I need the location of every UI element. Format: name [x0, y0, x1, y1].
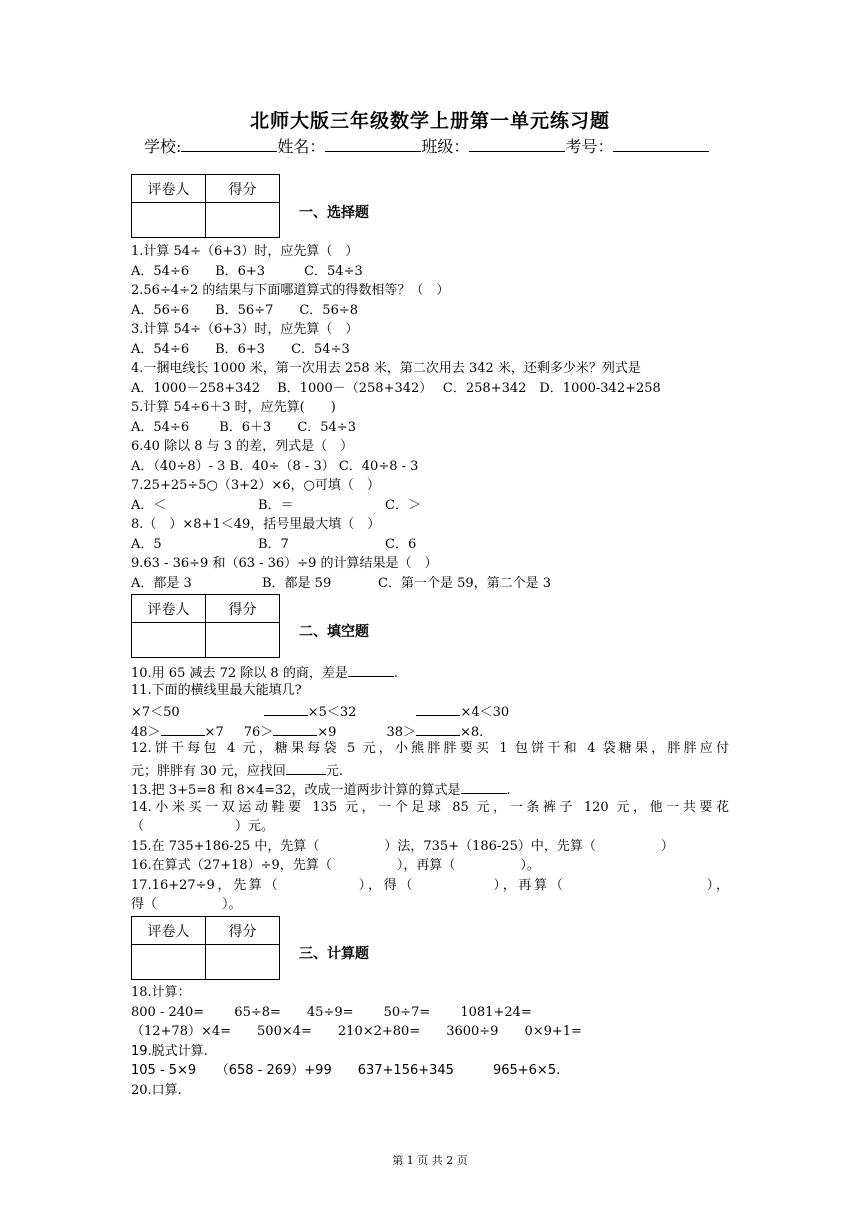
question-20: 20.口算. — [131, 1083, 182, 1098]
question-19-row: 105 - 5×9 （658 - 269）+99 637+156+345 965+6×5. — [131, 1063, 561, 1078]
score-cell[interactable] — [206, 945, 280, 980]
question-4-options: A．1000－258+342 B．1000－（258+342） C．258+342 D．1000-342+258 — [131, 381, 661, 396]
number-blank[interactable] — [613, 137, 709, 152]
section-title-choice: 一、选择题 — [299, 205, 369, 221]
question-9-option-c: C．第一个是 59，第二个是 3 — [378, 576, 552, 591]
question-9-option-b: B．都是 59 — [262, 576, 332, 591]
question-3-options: A．54÷6 B．6+3 C．54÷3 — [131, 342, 350, 357]
question-7-option-c: C．＞ — [385, 498, 421, 513]
question-10: 10.用 65 减去 72 除以 8 的商，差是 . — [131, 666, 398, 681]
reviewer-cell[interactable] — [132, 623, 206, 658]
page-title: 北师大版三年级数学上册第一单元练习题 — [249, 110, 610, 132]
answer-blank[interactable] — [273, 723, 317, 736]
question-17-cont: 得（ ）。 — [131, 897, 242, 912]
question-5-options: A．54÷6 B．6＋3 C．54÷3 — [131, 420, 356, 435]
score-header: 得分 — [206, 917, 280, 945]
number-label: 考号： — [565, 137, 614, 156]
question-7-option-b: B．＝ — [258, 498, 294, 513]
name-label: 姓名： — [277, 137, 326, 156]
question-3: 3.计算 54÷（6+3）时，应先算（ ） — [131, 322, 359, 337]
question-14-cont: （ ）元。 — [131, 819, 275, 834]
answer-blank[interactable] — [461, 781, 507, 794]
answer-blank[interactable] — [416, 703, 460, 716]
question-8-option-b: B．7 — [258, 537, 289, 552]
reviewer-cell[interactable] — [132, 203, 206, 238]
question-18: 18.计算： — [131, 985, 191, 1000]
section-title-calc: 三、计算题 — [299, 946, 369, 962]
school-label: 学校: — [144, 137, 182, 156]
class-blank[interactable] — [469, 137, 565, 152]
student-info-line — [144, 134, 709, 157]
question-18-row-1: 800 - 240= 65÷8= 45÷9= 50÷7= 1081+24= — [131, 1005, 532, 1020]
question-1-options: A．54÷6 B．6+3 C．54÷3 — [131, 264, 363, 279]
question-1: 1.计算 54÷（6+3）时，应先算（ ） — [131, 244, 359, 259]
question-2-options: A．56÷6 B．56÷7 C．56÷8 — [131, 303, 359, 318]
question-8-option-a: A．5 — [131, 537, 162, 552]
question-11-row-2: 48＞ ×7 76＞ ×9 38＞ ×8. — [131, 725, 484, 740]
question-4: 4.一捆电线长 1000 米，第一次用去 258 米，第二次用去 342 米，还剩多少米？列式是 — [131, 361, 641, 376]
section-title-fill: 二、填空题 — [299, 624, 369, 640]
answer-blank[interactable] — [161, 723, 205, 736]
question-5: 5.计算 54÷6＋3 时，应先算( ) — [131, 400, 336, 415]
reviewer-header: 评卷人 — [132, 595, 206, 623]
reviewer-header: 评卷人 — [132, 175, 206, 203]
question-12: 12.饼干每包 4 元，糖果每袋 5 元，小熊胖胖要买 1 包饼干和 4 袋糖果，胖胖应付 — [131, 741, 729, 756]
reviewer-header: 评卷人 — [132, 917, 206, 945]
score-table-2 — [131, 594, 280, 658]
question-8: 8.（ ）×8+1＜49，括号里最大填（ ） — [131, 517, 381, 532]
question-7: 7.25+25÷5○（3+2）×6，○可填（ ） — [131, 478, 380, 493]
question-18-row-2: （12+78）×4= 500×4= 210×2+80= 3600÷9 0×9+1= — [131, 1024, 582, 1039]
question-8-option-c: C．6 — [385, 537, 417, 552]
question-2: 2.56÷4÷2 的结果与下面哪道算式的得数相等？（ ） — [131, 283, 450, 298]
question-6: 6.40 除以 8 与 3 的差，列式是（ ） — [131, 439, 354, 454]
score-cell[interactable] — [206, 203, 280, 238]
question-16: 16.在算式（27+18）÷9，先算（ ），再算（ ）。 — [131, 858, 540, 873]
question-11-row-1: ×7＜50 ×5＜32 ×4＜30 — [131, 705, 510, 720]
question-17: 17.16+27÷9，先算（ ），得（ ），再算（ ）， — [131, 878, 729, 893]
answer-blank[interactable] — [286, 762, 326, 775]
score-table-1 — [131, 174, 280, 238]
reviewer-cell[interactable] — [132, 945, 206, 980]
question-9-option-a: A．都是 3 — [131, 576, 192, 591]
question-11: 11.下面的横线里最大能填几? — [131, 683, 302, 698]
school-blank[interactable] — [181, 137, 277, 152]
score-header: 得分 — [206, 595, 280, 623]
question-7-option-a: A．＜ — [131, 498, 167, 513]
page-footer: 第 1 页 共 2 页 — [392, 1154, 468, 1167]
score-cell[interactable] — [206, 623, 280, 658]
question-15: 15.在 735+186-25 中，先算（ ）法，735+（186-25）中，先算（ ） — [131, 839, 674, 854]
answer-blank[interactable] — [416, 723, 460, 736]
answer-blank[interactable] — [264, 703, 308, 716]
question-13: 13.把 3+5=8 和 8×4=32，改成一道两步计算的算式是 . — [131, 783, 511, 798]
question-12-cont: 元；胖胖有 30 元，应找回 元. — [131, 764, 343, 779]
answer-blank[interactable] — [348, 664, 394, 677]
question-14: 14.小米买一双运动鞋要 135 元，一个足球 85 元，一条裤子 120 元，他一共要花 — [131, 800, 729, 815]
class-label: 班级： — [421, 137, 470, 156]
score-header: 得分 — [206, 175, 280, 203]
question-6-options: A．（40÷8）- 3 B．40÷（8 - 3） C．40÷8 - 3 — [131, 459, 419, 474]
score-table-3 — [131, 916, 280, 980]
name-blank[interactable] — [325, 137, 421, 152]
question-9: 9.63 - 36÷9 和（63 - 36）÷9 的计算结果是（ ） — [131, 556, 438, 571]
question-19: 19.脱式计算. — [131, 1044, 208, 1059]
